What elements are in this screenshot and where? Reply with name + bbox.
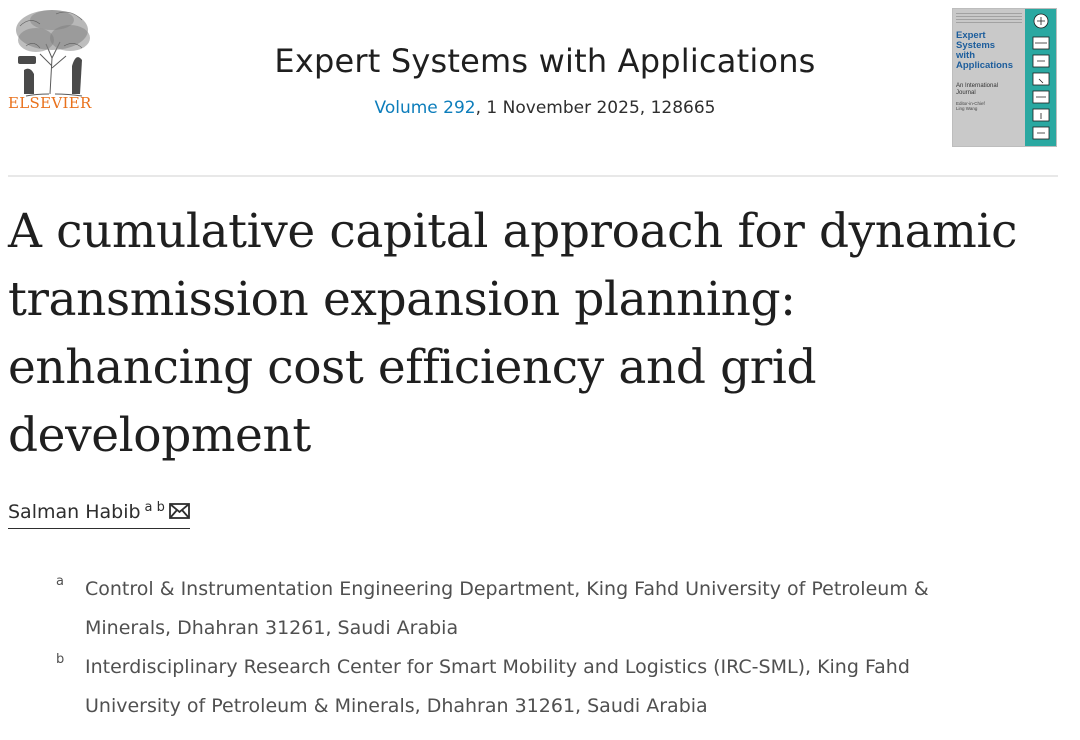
cover-editor: Editor-in-Chief Ling Wang bbox=[956, 101, 985, 111]
journal-issue bbox=[200, 98, 890, 118]
title-line: A cumulative capital approach for dynamic bbox=[8, 204, 1017, 259]
journal-cover-image[interactable] bbox=[952, 8, 1057, 147]
journal-title[interactable]: Expert Systems with Applications bbox=[274, 42, 816, 80]
affiliation-text: Interdisciplinary Research Center for Smart Mobility and Logistics (IRC-SML), King Fahd University of Petroleum & Minerals, Dhahran 31261, Saudi Arabia bbox=[85, 656, 910, 717]
affiliation-mark: a bbox=[56, 574, 64, 589]
title-line: transmission expansion planning: bbox=[8, 272, 796, 327]
title-line: enhancing cost efficiency and grid bbox=[8, 340, 817, 395]
affiliation-mark: b bbox=[56, 652, 65, 667]
article-title bbox=[8, 198, 1068, 470]
volume-link[interactable]: Volume 292 bbox=[374, 98, 476, 118]
affiliation-b bbox=[56, 648, 1056, 726]
publisher-wordmark: ELSEVIER bbox=[8, 94, 92, 112]
cover-side-panel bbox=[1025, 9, 1057, 147]
cover-subtitle: An International Journal bbox=[956, 83, 999, 96]
journal-info bbox=[200, 42, 890, 118]
cover-header-lines bbox=[956, 13, 1022, 25]
affiliation-a bbox=[56, 570, 1056, 648]
cover-title: Expert Systems with Applications bbox=[956, 30, 1014, 71]
issue-info: , 1 November 2025, 128665 bbox=[475, 98, 716, 118]
affiliation-marks: a b bbox=[144, 500, 165, 515]
header-divider bbox=[8, 175, 1058, 177]
author-button[interactable] bbox=[8, 500, 190, 529]
affiliation-text: Control & Instrumentation Engineering Department, King Fahd University of Petroleum & Minerals, Dhahran 31261, Saudi Arabia bbox=[85, 578, 929, 639]
article-header bbox=[0, 0, 1080, 160]
author-name[interactable]: Salman Habib bbox=[8, 501, 141, 523]
title-line: development bbox=[8, 408, 311, 463]
mail-icon[interactable] bbox=[169, 502, 190, 524]
